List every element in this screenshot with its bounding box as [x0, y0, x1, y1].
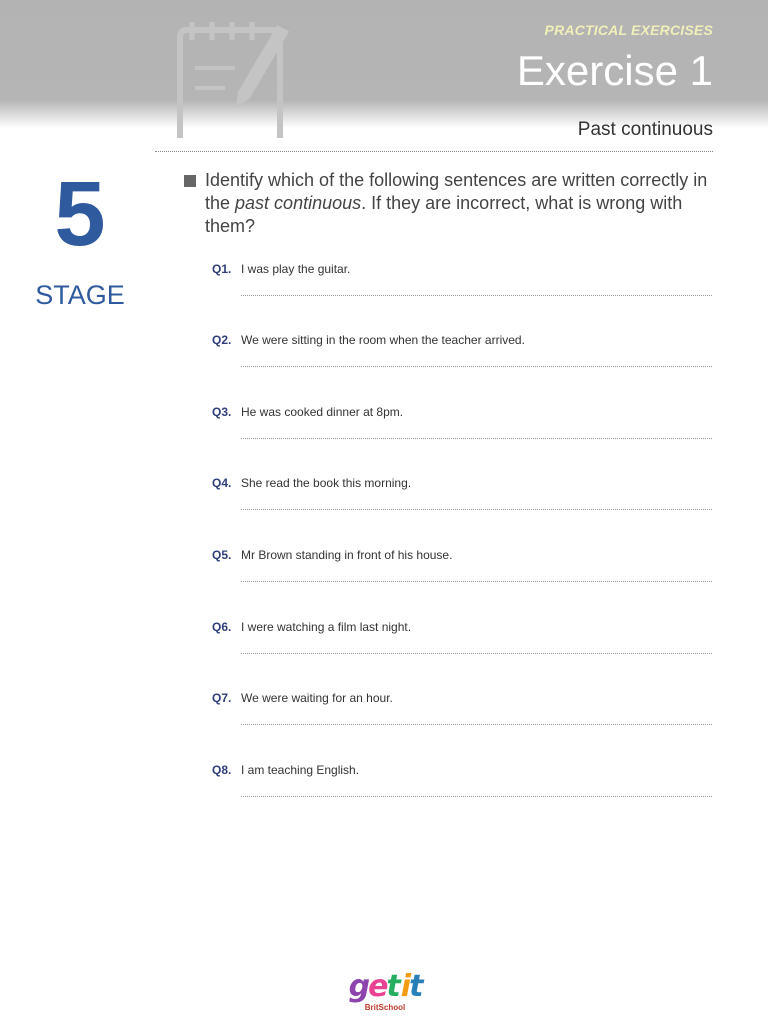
- question-number: Q5.: [212, 548, 232, 562]
- stage-number: 5: [54, 163, 106, 265]
- question-item: [212, 333, 712, 383]
- question-number: Q4.: [212, 476, 232, 490]
- question-item: [212, 476, 712, 526]
- answer-line[interactable]: [241, 509, 712, 510]
- answer-line[interactable]: [241, 796, 712, 797]
- question-text: He was cooked dinner at 8pm.: [241, 405, 404, 419]
- exercise-title: Exercise 1: [516, 47, 713, 94]
- answer-line[interactable]: [241, 438, 712, 439]
- question-number: Q1.: [212, 262, 232, 276]
- instruction-part: Identify which of the following sentences are written correctly in the: [205, 170, 708, 213]
- topic-subtitle: Past continuous: [577, 119, 713, 140]
- question-item: [212, 405, 712, 455]
- answer-line[interactable]: [241, 581, 712, 582]
- question-item: [212, 763, 712, 813]
- logo-wordmark: [340, 969, 430, 1004]
- answer-line[interactable]: [241, 653, 712, 654]
- question-text: We were waiting for an hour.: [241, 691, 393, 705]
- question-number: Q3.: [212, 405, 232, 419]
- logo-letter: i: [400, 969, 410, 1004]
- logo-letter: t: [409, 969, 422, 1004]
- square-bullet-icon: [184, 175, 196, 187]
- notepad-pencil-icon: [150, 8, 310, 138]
- answer-line[interactable]: [241, 366, 712, 367]
- getit-britschool-logo: [340, 969, 430, 1017]
- answer-line[interactable]: [241, 295, 712, 296]
- question-number: Q7.: [212, 691, 232, 705]
- question-text: I were watching a film last night.: [241, 620, 412, 634]
- instruction-part: . If they are incorrect, what is wrong with them?: [205, 193, 683, 236]
- question-number: Q2.: [212, 333, 232, 347]
- question-text: I am teaching English.: [241, 763, 360, 777]
- question-item: [212, 262, 712, 312]
- question-item: [212, 548, 712, 598]
- logo-subtext: BritSchool: [364, 1003, 406, 1012]
- practical-exercises-label: PRACTICAL EXERCISES: [544, 22, 713, 38]
- question-number: Q8.: [212, 763, 232, 777]
- question-text: We were sitting in the room when the teacher arrived.: [241, 333, 525, 347]
- question-text: I was play the guitar.: [241, 262, 351, 276]
- question-number: Q6.: [212, 620, 232, 634]
- header-banner: [0, 0, 768, 128]
- question-text: Mr Brown standing in front of his house.: [241, 548, 453, 562]
- question-text: She read the book this morning.: [241, 476, 412, 490]
- stage-label: STAGE: [35, 280, 125, 310]
- question-item: [212, 691, 712, 741]
- logo-letter: g: [348, 969, 369, 1004]
- answer-line[interactable]: [241, 724, 712, 725]
- instruction-emphasis: past continuous: [235, 193, 362, 213]
- logo-letter: t: [386, 969, 399, 1004]
- question-item: [212, 620, 712, 670]
- divider: [155, 151, 713, 152]
- logo-letter: e: [368, 969, 387, 1004]
- instruction-text: [205, 169, 715, 238]
